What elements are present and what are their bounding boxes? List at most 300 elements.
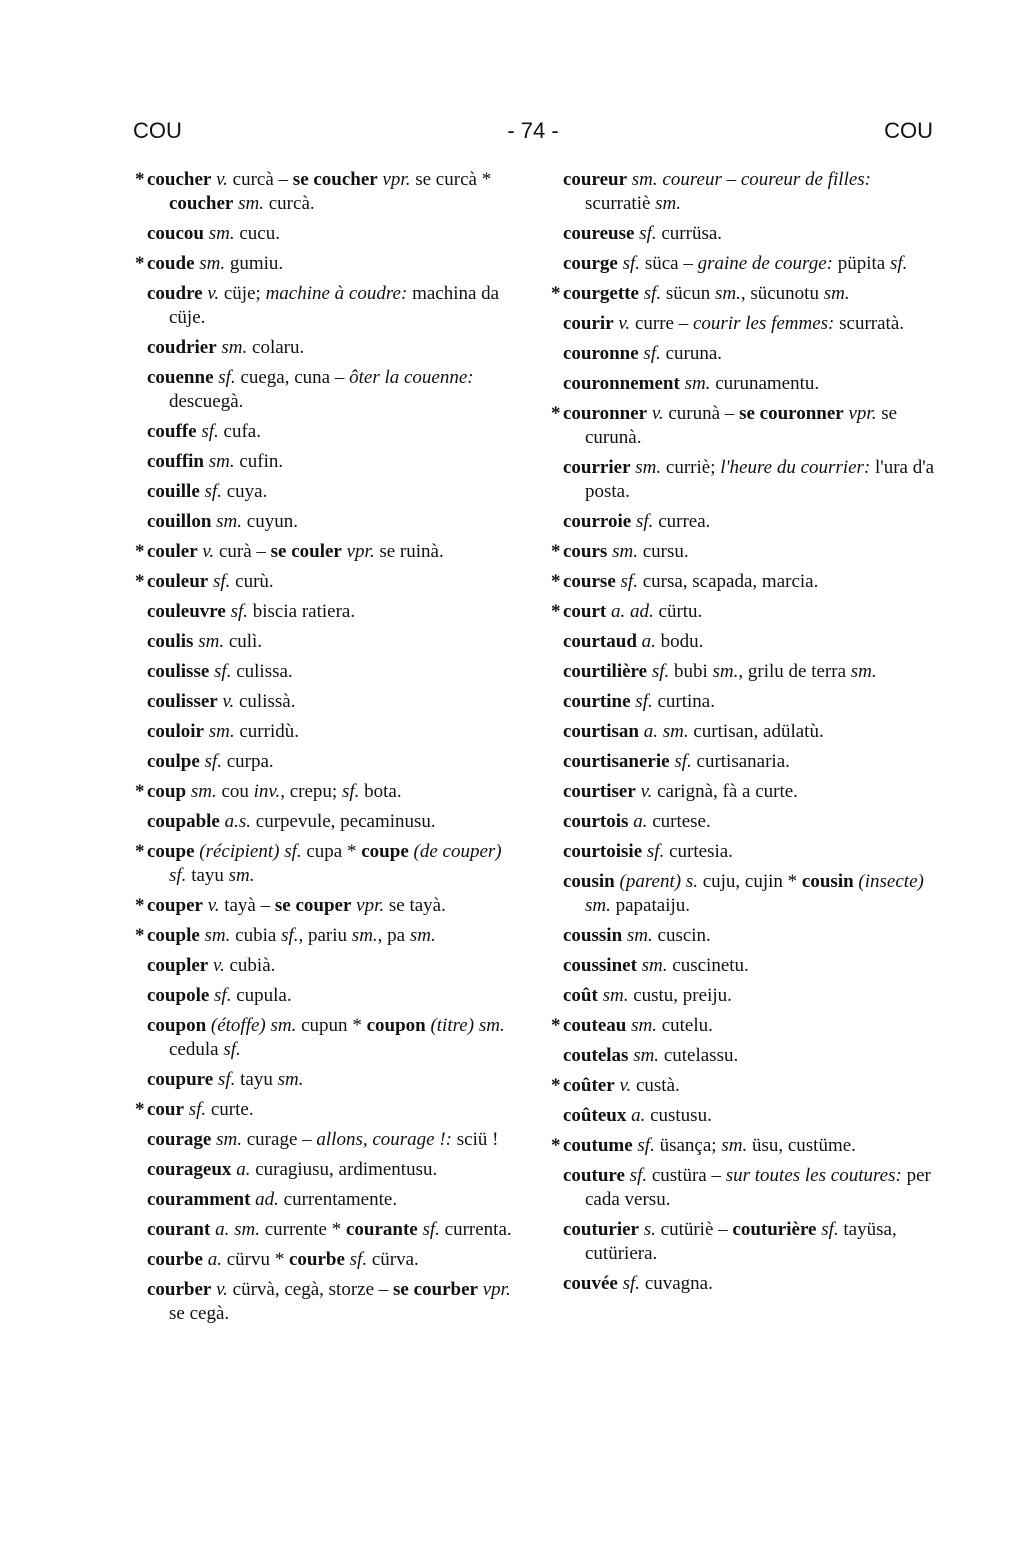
headword: cours bbox=[563, 541, 608, 562]
dictionary-entry bbox=[147, 1014, 519, 1062]
headword: coupler bbox=[147, 955, 209, 976]
headword: coutelas bbox=[563, 1045, 629, 1066]
page-number: - 74 - bbox=[507, 118, 559, 143]
grammar-label: sm. bbox=[823, 283, 850, 304]
dictionary-entry bbox=[563, 750, 938, 774]
definition-text: süca – bbox=[640, 253, 698, 274]
headword: coulpe bbox=[147, 751, 200, 772]
definition-text: * bbox=[331, 1219, 346, 1240]
grammar-label: sf. bbox=[635, 691, 653, 712]
dictionary-entry bbox=[563, 510, 938, 534]
definition-text: scurratiè bbox=[585, 193, 656, 214]
definition-text: cufin. bbox=[234, 451, 284, 472]
dictionary-entry bbox=[147, 630, 519, 654]
dictionary-entry bbox=[563, 1218, 938, 1266]
dictionary-entry bbox=[563, 660, 938, 684]
grammar-label: sm. bbox=[208, 223, 235, 244]
grammar-label: sm. bbox=[626, 925, 653, 946]
headword: couenne bbox=[147, 367, 214, 388]
definition-text: colaru. bbox=[247, 337, 305, 358]
example-phrase: (parent) bbox=[619, 871, 682, 892]
headword: courrier bbox=[563, 457, 631, 478]
definition-text: üsança; bbox=[654, 1135, 722, 1156]
dictionary-entry bbox=[563, 570, 938, 594]
definition-text: curpevule, pecaminusu. bbox=[251, 811, 436, 832]
grammar-label: sf. bbox=[169, 865, 187, 886]
headword: courber bbox=[147, 1279, 212, 1300]
definition-text: cupula. bbox=[231, 985, 292, 1006]
dictionary-entry bbox=[563, 222, 938, 246]
headword: coudrier bbox=[147, 337, 217, 358]
dictionary-entry bbox=[147, 420, 519, 444]
headword: cour bbox=[147, 1099, 184, 1120]
headword: couper bbox=[147, 895, 203, 916]
headword: coutume bbox=[563, 1135, 633, 1156]
definition-text: carignà, fà a curte. bbox=[652, 781, 798, 802]
headword: courtois bbox=[563, 811, 629, 832]
definition-text: * bbox=[481, 169, 492, 190]
headword: courtoisie bbox=[563, 841, 643, 862]
headword: coulisser bbox=[147, 691, 218, 712]
definition-text: curcà – bbox=[227, 169, 293, 190]
grammar-label: sf. bbox=[890, 253, 908, 274]
definition-text: gumiu. bbox=[225, 253, 284, 274]
page-header bbox=[133, 118, 933, 148]
headword: coût bbox=[563, 985, 598, 1006]
grammar-label: s. bbox=[685, 871, 698, 892]
grammar-label: sf. bbox=[622, 1273, 641, 1294]
definition-text: curridù. bbox=[234, 721, 299, 742]
grammar-label: sf. bbox=[284, 841, 302, 862]
headword: court bbox=[563, 601, 607, 622]
definition-text: se cegà. bbox=[169, 1303, 230, 1324]
grammar-label: sm. bbox=[850, 661, 877, 682]
headword: cousin bbox=[801, 871, 854, 892]
definition-text: cutüriè – bbox=[655, 1219, 733, 1240]
dictionary-entry bbox=[147, 840, 519, 888]
headword: couronnement bbox=[563, 373, 680, 394]
grammar-label: sf. bbox=[639, 223, 657, 244]
grammar-label: sf. bbox=[214, 661, 232, 682]
grammar-label: sf. bbox=[217, 1069, 236, 1090]
example-phrase: (de couper) bbox=[413, 841, 502, 862]
grammar-label: sf. bbox=[201, 421, 219, 442]
grammar-label: ad. bbox=[255, 1189, 279, 1210]
dictionary-entry bbox=[147, 222, 519, 246]
grammar-label: s. bbox=[643, 1219, 656, 1240]
dictionary-entry bbox=[563, 690, 938, 714]
grammar-label: sm. bbox=[633, 1045, 660, 1066]
definition-text: cuscinetu. bbox=[667, 955, 749, 976]
grammar-label: sm. bbox=[721, 1135, 748, 1156]
headword: coude bbox=[147, 253, 195, 274]
dictionary-entry bbox=[563, 342, 938, 366]
headword: se couronner bbox=[739, 403, 844, 424]
grammar-label: sf. bbox=[637, 1135, 655, 1156]
definition-text: cuyun. bbox=[242, 511, 298, 532]
headword: coupon bbox=[366, 1015, 426, 1036]
dictionary-entry bbox=[563, 456, 938, 504]
headword: coucher bbox=[147, 169, 212, 190]
headword: couramment bbox=[147, 1189, 251, 1210]
headword: courage bbox=[147, 1129, 212, 1150]
grammar-label: a. bbox=[236, 1159, 251, 1180]
dictionary-entry bbox=[563, 1134, 938, 1158]
dictionary-entry bbox=[147, 810, 519, 834]
grammar-label: vpr. bbox=[382, 169, 411, 190]
dictionary-entry bbox=[147, 600, 519, 624]
headword: se courber bbox=[393, 1279, 478, 1300]
definition-text: curtina. bbox=[652, 691, 715, 712]
dictionary-entry bbox=[563, 1104, 938, 1128]
definition-text: curtisanaria. bbox=[691, 751, 790, 772]
dictionary-entry bbox=[147, 750, 519, 774]
definition-text: curunamentu. bbox=[710, 373, 820, 394]
definition-text: papataiju. bbox=[610, 895, 691, 916]
definition-text: sciü ! bbox=[452, 1129, 499, 1150]
definition-text: , crepu; bbox=[280, 781, 342, 802]
grammar-label: sm. bbox=[478, 1015, 505, 1036]
grammar-label: inv. bbox=[253, 781, 281, 802]
definition-text: curpa. bbox=[221, 751, 274, 772]
headword: couloir bbox=[147, 721, 204, 742]
dictionary-entry bbox=[563, 1074, 938, 1098]
definition-text: curte. bbox=[206, 1099, 254, 1120]
dictionary-entry bbox=[147, 690, 519, 714]
definition-text: descuegà. bbox=[169, 391, 244, 412]
headword: couleuvre bbox=[147, 601, 226, 622]
grammar-label: v. bbox=[619, 1075, 632, 1096]
headword: courtiser bbox=[563, 781, 636, 802]
definition-text: curtese. bbox=[647, 811, 711, 832]
grammar-label: v. bbox=[222, 691, 235, 712]
grammar-label: sm. bbox=[641, 955, 668, 976]
dictionary-entry bbox=[147, 480, 519, 504]
headword: coupe bbox=[147, 841, 195, 862]
headword: courir bbox=[563, 313, 614, 334]
headword: courageux bbox=[147, 1159, 232, 1180]
headword: coussinet bbox=[563, 955, 637, 976]
definition-text: culissà. bbox=[234, 691, 296, 712]
example-phrase: graine de courge: bbox=[697, 253, 833, 274]
definition-text: currente bbox=[259, 1219, 332, 1240]
grammar-label: sf. bbox=[646, 841, 665, 862]
headword: couple bbox=[147, 925, 200, 946]
grammar-label: sf. bbox=[651, 661, 670, 682]
left-column bbox=[147, 168, 519, 1332]
grammar-label: v. bbox=[651, 403, 664, 424]
headword: couronner bbox=[563, 403, 648, 424]
headword: coureur bbox=[563, 169, 628, 190]
dictionary-entry bbox=[563, 720, 938, 744]
dictionary-entry bbox=[147, 282, 519, 330]
definition-text: , grilu de terra bbox=[738, 661, 851, 682]
dictionary-entry bbox=[563, 168, 938, 216]
headword: courant bbox=[147, 1219, 211, 1240]
running-head-left: COU bbox=[133, 118, 182, 143]
definition-text: curà – bbox=[214, 541, 271, 562]
headword: couffin bbox=[147, 451, 204, 472]
grammar-label: sm. bbox=[712, 661, 739, 682]
grammar-label: sm. bbox=[208, 721, 235, 742]
grammar-label: sf. bbox=[218, 367, 236, 388]
dictionary-entry bbox=[147, 1188, 519, 1212]
headword: coussin bbox=[563, 925, 623, 946]
headword: couteau bbox=[563, 1015, 627, 1036]
grammar-label: sm. bbox=[199, 253, 226, 274]
definition-text: cürva. bbox=[367, 1249, 419, 1270]
example-phrase: l'heure du courrier: bbox=[720, 457, 871, 478]
grammar-label: sf. bbox=[636, 511, 654, 532]
definition-text: se curunà. bbox=[585, 403, 898, 448]
headword: coupable bbox=[147, 811, 220, 832]
headword: courge bbox=[563, 253, 618, 274]
definition-text: üsu, custüme. bbox=[747, 1135, 856, 1156]
grammar-label: sf. bbox=[629, 1165, 648, 1186]
headword: coucou bbox=[147, 223, 204, 244]
grammar-label: a. bbox=[207, 1249, 222, 1270]
definition-text: tayu bbox=[186, 865, 229, 886]
grammar-label: sm. bbox=[631, 1015, 657, 1036]
dictionary-entry bbox=[563, 1044, 938, 1068]
grammar-label: a. bbox=[633, 811, 648, 832]
dictionary-entry bbox=[563, 780, 938, 804]
headword: couturière bbox=[732, 1219, 817, 1240]
definition-text: curage – bbox=[242, 1129, 317, 1150]
grammar-label: sm. bbox=[208, 451, 235, 472]
definition-text: cürvu bbox=[221, 1249, 275, 1270]
grammar-label: vpr. bbox=[848, 403, 877, 424]
dictionary-entry bbox=[147, 1098, 519, 1122]
dictionary-entry bbox=[147, 954, 519, 978]
dictionary-entry bbox=[147, 984, 519, 1008]
definition-text: custusu. bbox=[645, 1105, 712, 1126]
definition-text: culì. bbox=[224, 631, 263, 652]
definition-text: cuju, cujin bbox=[697, 871, 788, 892]
dictionary-entry bbox=[563, 282, 938, 306]
grammar-label: sf. bbox=[620, 571, 638, 592]
definition-text: cuega, cuna – bbox=[235, 367, 350, 388]
headword: coulis bbox=[147, 631, 194, 652]
definition-text: cursu. bbox=[637, 541, 689, 562]
definition-text: curre – bbox=[630, 313, 693, 334]
definition-text: currüsa. bbox=[656, 223, 723, 244]
dictionary-entry bbox=[147, 1158, 519, 1182]
definition-text: cuvagna. bbox=[640, 1273, 713, 1294]
definition-text: curuna. bbox=[660, 343, 723, 364]
headword: coudre bbox=[147, 283, 203, 304]
definition-text: , pa bbox=[377, 925, 410, 946]
grammar-label: sm. bbox=[270, 1015, 297, 1036]
grammar-label: a. sm. bbox=[215, 1219, 260, 1240]
dictionary-entry bbox=[563, 312, 938, 336]
grammar-label: sm. bbox=[190, 781, 217, 802]
dictionary-entry bbox=[147, 720, 519, 744]
grammar-label: sm. bbox=[635, 457, 662, 478]
headword: courbe bbox=[288, 1249, 345, 1270]
example-phrase: machine à coudre: bbox=[265, 283, 408, 304]
dictionary-entry bbox=[147, 1068, 519, 1092]
grammar-label: sf. bbox=[188, 1099, 207, 1120]
definition-text: cuya. bbox=[221, 481, 268, 502]
dictionary-entry bbox=[563, 402, 938, 450]
grammar-label: sf. bbox=[281, 925, 299, 946]
definition-text: custà. bbox=[631, 1075, 680, 1096]
dictionary-entry bbox=[563, 372, 938, 396]
dictionary-entry bbox=[147, 780, 519, 804]
definition-text: biscia ratiera. bbox=[248, 601, 356, 622]
headword: courroie bbox=[563, 511, 632, 532]
dictionary-entry bbox=[147, 1278, 519, 1326]
definition-text: püpita bbox=[833, 253, 890, 274]
grammar-label: vpr. bbox=[346, 541, 375, 562]
grammar-label: sm. bbox=[228, 865, 255, 886]
grammar-label: a. bbox=[631, 1105, 646, 1126]
headword: se coucher bbox=[292, 169, 378, 190]
grammar-label: sm. bbox=[198, 631, 225, 652]
definition-text: custu, preiju. bbox=[628, 985, 732, 1006]
headword: courtilière bbox=[563, 661, 648, 682]
definition-text: bota. bbox=[359, 781, 402, 802]
grammar-label: sm. bbox=[216, 1129, 242, 1150]
headword: coupole bbox=[147, 985, 210, 1006]
headword: courgette bbox=[563, 283, 639, 304]
dictionary-entry bbox=[563, 1014, 938, 1038]
definition-text: bodu. bbox=[655, 631, 704, 652]
grammar-label: sf. bbox=[674, 751, 692, 772]
grammar-label: sf. bbox=[204, 481, 222, 502]
dictionary-entry bbox=[563, 810, 938, 834]
headword: coûter bbox=[563, 1075, 615, 1096]
dictionary-entry bbox=[147, 168, 519, 216]
grammar-label: sm. bbox=[277, 1069, 304, 1090]
definition-text: cuscin. bbox=[652, 925, 711, 946]
grammar-label: v. bbox=[618, 313, 631, 334]
right-column bbox=[563, 168, 938, 1302]
grammar-label: vpr. bbox=[356, 895, 385, 916]
definition-text: cutelu. bbox=[656, 1015, 713, 1036]
headword: courtine bbox=[563, 691, 631, 712]
grammar-label: sm. bbox=[204, 925, 231, 946]
dictionary-entry bbox=[147, 450, 519, 474]
example-phrase: sur toutes les coutures: bbox=[725, 1165, 902, 1186]
definition-text: * bbox=[274, 1249, 289, 1270]
definition-text: * bbox=[787, 871, 802, 892]
grammar-label: sf. bbox=[643, 343, 661, 364]
grammar-label: sm. bbox=[684, 373, 711, 394]
grammar-label: sm. bbox=[612, 541, 638, 562]
grammar-label: sf. bbox=[821, 1219, 839, 1240]
grammar-label: sm. bbox=[351, 925, 378, 946]
grammar-label: vpr. bbox=[482, 1279, 511, 1300]
grammar-label: a. ad. bbox=[611, 601, 654, 622]
grammar-label: sm. bbox=[221, 337, 248, 358]
definition-text: tayu bbox=[235, 1069, 278, 1090]
grammar-label: a.s. bbox=[224, 811, 252, 832]
headword: courtisanerie bbox=[563, 751, 670, 772]
definition-text: cupa bbox=[301, 841, 347, 862]
dictionary-entry bbox=[563, 540, 938, 564]
dictionary-entry bbox=[563, 1164, 938, 1212]
example-phrase: (insecte) bbox=[858, 871, 924, 892]
headword: couvée bbox=[563, 1273, 618, 1294]
definition-text: cüje; bbox=[219, 283, 266, 304]
definition-text: cou bbox=[216, 781, 254, 802]
grammar-label: sf. bbox=[230, 601, 248, 622]
headword: couffe bbox=[147, 421, 197, 442]
dictionary-entry bbox=[563, 252, 938, 276]
headword: couillon bbox=[147, 511, 212, 532]
dictionary-entry bbox=[563, 870, 938, 918]
headword: couille bbox=[147, 481, 200, 502]
dictionary-entry bbox=[563, 630, 938, 654]
dictionary-entry bbox=[147, 510, 519, 534]
definition-text: scurratà. bbox=[834, 313, 905, 334]
headword: coulisse bbox=[147, 661, 210, 682]
example-phrase: (titre) bbox=[430, 1015, 475, 1036]
definition-text: curriè; bbox=[661, 457, 721, 478]
dictionary-entry bbox=[563, 954, 938, 978]
dictionary-entry bbox=[147, 924, 519, 948]
grammar-label: sm. bbox=[602, 985, 629, 1006]
headword: coucher bbox=[169, 193, 234, 214]
example-phrase: coureur – coureur de filles: bbox=[662, 169, 872, 190]
grammar-label: sf. bbox=[422, 1219, 440, 1240]
dictionary-entry bbox=[147, 252, 519, 276]
headword: coupure bbox=[147, 1069, 214, 1090]
grammar-label: sf. bbox=[204, 751, 222, 772]
grammar-label: sf. bbox=[214, 985, 232, 1006]
headword: couleur bbox=[147, 571, 209, 592]
definition-text: cucu. bbox=[234, 223, 280, 244]
definition-text: cutelassu. bbox=[659, 1045, 739, 1066]
example-phrase: (récipient) bbox=[199, 841, 280, 862]
grammar-label: v. bbox=[207, 895, 220, 916]
grammar-label: sm. bbox=[714, 283, 741, 304]
dictionary-entry bbox=[563, 840, 938, 864]
example-phrase: courir les femmes: bbox=[692, 313, 835, 334]
grammar-label: sm. bbox=[216, 511, 243, 532]
example-phrase: (étoffe) bbox=[210, 1015, 266, 1036]
headword: cousin bbox=[563, 871, 615, 892]
grammar-label: sm. bbox=[238, 193, 264, 214]
example-phrase: allons, courage !: bbox=[316, 1129, 453, 1150]
definition-text: currentamente. bbox=[278, 1189, 398, 1210]
definition-text: currea. bbox=[653, 511, 711, 532]
grammar-label: v. bbox=[216, 1279, 228, 1300]
dictionary-entry bbox=[147, 540, 519, 564]
definition-text: * bbox=[347, 841, 362, 862]
definition-text: curcà. bbox=[264, 193, 315, 214]
grammar-label: sm. bbox=[631, 169, 658, 190]
definition-text: cürvà, cegà, storze – bbox=[227, 1279, 394, 1300]
grammar-label: sm. bbox=[655, 193, 682, 214]
headword: course bbox=[563, 571, 616, 592]
headword: courante bbox=[345, 1219, 418, 1240]
grammar-label: v. bbox=[207, 283, 220, 304]
grammar-label: v. bbox=[640, 781, 653, 802]
definition-text: se tayà. bbox=[384, 895, 446, 916]
definition-text: curtesia. bbox=[664, 841, 733, 862]
grammar-label: v. bbox=[202, 541, 215, 562]
grammar-label: v. bbox=[212, 955, 225, 976]
dictionary-entry bbox=[563, 984, 938, 1008]
dictionary-entry bbox=[147, 570, 519, 594]
definition-text: cursa, scapada, marcia. bbox=[637, 571, 819, 592]
headword: couture bbox=[563, 1165, 625, 1186]
headword: couturier bbox=[563, 1219, 639, 1240]
definition-text: l'ura d'a posta. bbox=[585, 457, 935, 502]
